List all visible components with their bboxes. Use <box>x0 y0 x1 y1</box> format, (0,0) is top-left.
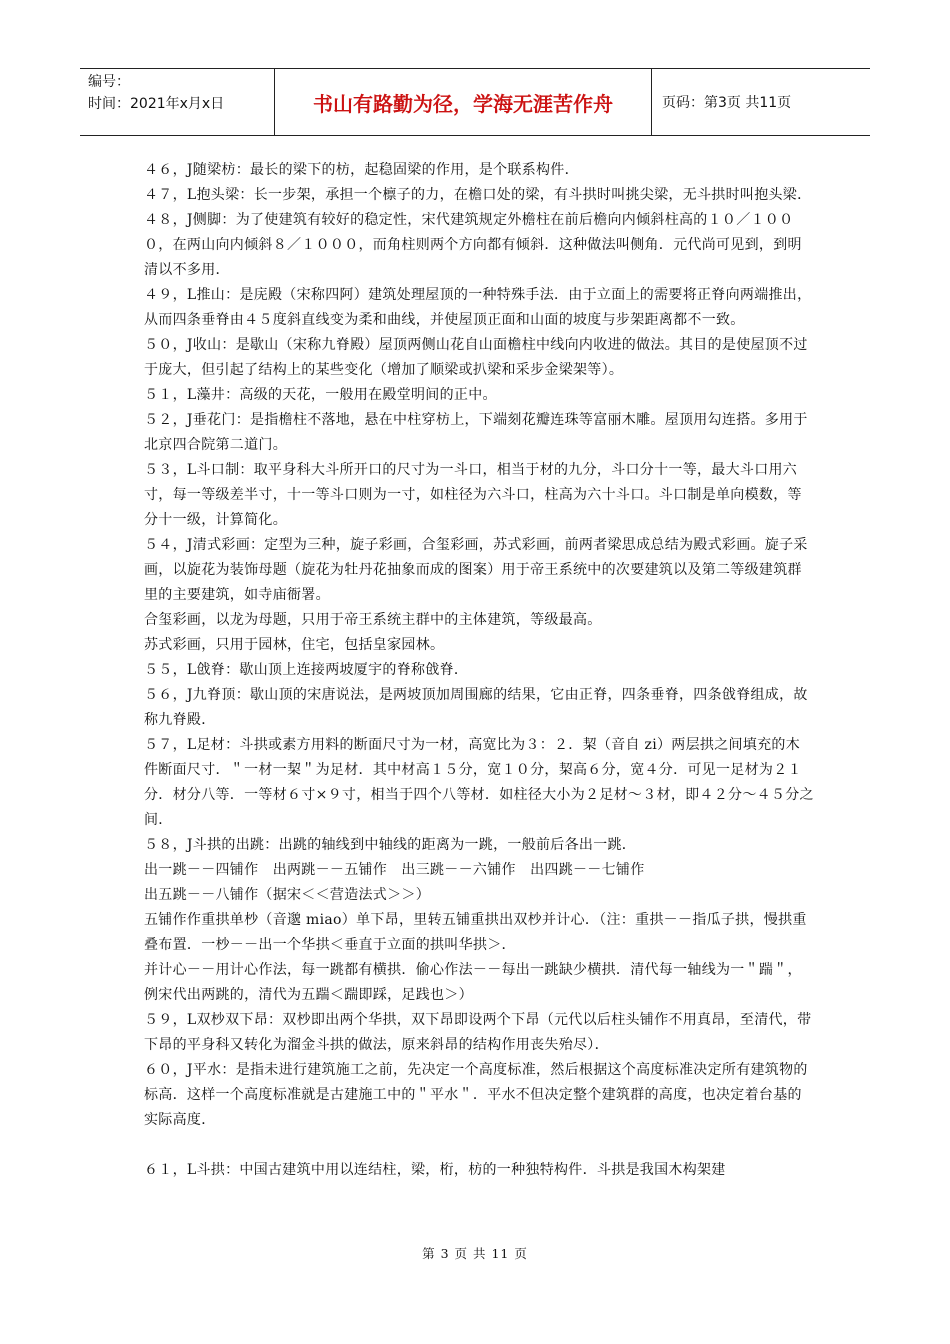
header-meta <box>80 69 275 135</box>
paragraph-49: ４９，L推山：是庑殿（宋称四阿）建筑处理屋顶的一种特殊手法．由于立面上的需要将正脊向两端推出，从而四条垂脊由４５度斜直线变为柔和曲线，并使屋顶正面和山面的坡度与步架距离都不一致。 <box>144 287 812 328</box>
page-header <box>80 68 870 136</box>
paragraph-58: ５８，J斗拱的出跳：出跳的轴线到中轴线的距离为一跳，一般前后各出一跳． <box>144 837 637 853</box>
paragraph-56: ５６，J九脊顶：歇山顶的宋唐说法，是两坡顶加周围廊的结果，它由正脊，四条垂脊，四条戗脊组成，故称九脊殿． <box>144 687 808 728</box>
header-page-info: 页码：第3页 共11页 <box>662 95 792 111</box>
paragraph-48: ４８，J侧脚：为了使建筑有较好的稳定性，宋代建筑规定外檐柱在前后檐向内倾斜柱高的１０／１０００，在两山向内倾斜８／１０００，而角柱则两个方向都有倾斜．这种做法叫侧角．元代尚可见到，到明清以不多用． <box>144 212 802 278</box>
document-number-label: 编号： <box>88 74 130 90</box>
paragraph-54-suzhou: 苏式彩画，只用于园林，住宅，包括皇家园林。 <box>144 637 445 653</box>
document-body <box>144 158 814 1183</box>
paragraph-50: ５０，J收山：是歇山（宋称九脊殿）屋顶两侧山花自山面檐柱中线向内收进的做法。其目的是使屋顶不过于庞大，但引起了结构上的某些变化（增加了顺梁或扒梁和采步金梁架等）。 <box>144 337 808 378</box>
paragraph-spacer <box>144 1133 814 1158</box>
paragraph-61: ６１，L斗拱：中国古建筑中用以连结柱，梁，桁，枋的一种独特构件．斗拱是我国木构架建 <box>144 1162 726 1178</box>
paragraph-58-note-b: 并计心－－用计心作法，每一跳都有横拱．偷心作法－－每出一跳缺少横拱．清代每一轴线为一＂踹＂，例宋代出两跳的，清代为五踹＜踹即踩，足践也＞） <box>144 962 802 1003</box>
paragraph-53: ５３，L斗口制：取平身科大斗所开口的尺寸为一斗口，相当于材的九分，斗口分十一等，最大斗口用六寸，每一等级差半寸，十一等斗口则为一寸，如柱径为六斗口，柱高为六十斗口。斗口制是单向模数，等分十一级，计算简化。 <box>144 462 802 528</box>
paragraph-58-list-b: 出五跳－－八铺作（据宋＜＜营造法式＞＞） <box>144 887 430 903</box>
document-date-label: 时间：2021年x月x日 <box>88 96 225 112</box>
header-motto: 书山有路勤为径，学海无涯苦作舟 <box>275 69 652 135</box>
paragraph-57: ５７，L足材：斗拱或素方用料的断面尺寸为一材，高宽比为３：２．栔（音自 zi）两层拱之间填充的木件断面尺寸．＂一材一栔＂为足材．其中材高１５分，宽１０分，栔高６分，宽４分．可见一足材为２１分．材分八等．一等材６寸×９寸，相当于四个八等材．如柱径大小为２足材～３材，即４２分～４５分之间． <box>144 737 814 828</box>
paragraph-55: ５５，L戗脊：歇山顶上连接两坡厦宇的脊称戗脊． <box>144 662 469 678</box>
paragraph-47: ４７，L抱头梁：长一步架，承担一个檩子的力，在檐口处的梁，有斗拱时叫挑尖梁，无斗拱时叫抱头梁． <box>144 187 812 203</box>
paragraph-54-hexi: 合玺彩画，以龙为母题，只用于帝王系统主群中的主体建筑，等级最高。 <box>144 612 602 628</box>
paragraph-46: ４６，J随梁枋：最长的梁下的枋，起稳固梁的作用，是个联系构件． <box>144 162 579 178</box>
paragraph-54: ５４，J清式彩画：定型为三种，旋子彩画，合玺彩画，苏式彩画，前两者梁思成总结为殿式彩画。旋子采画，以旋花为装饰母题（旋花为牡丹花抽象而成的图案）用于帝王系统中的次要建筑以及第二等级建筑群里的主要建筑，如寺庙衙署。 <box>144 537 808 603</box>
paragraph-60: ６０，J平水：是指未进行建筑施工之前，先决定一个高度标准，然后根据这个高度标准决定所有建筑物的标高．这样一个高度标准就是古建施工中的＂平水＂．平水不但决定整个建筑群的高度，也决定着台基的实际高度． <box>144 1062 808 1128</box>
paragraph-51: ５１，L藻井：高级的天花，一般用在殿堂明间的正中。 <box>144 387 497 403</box>
page-footer: 第 3 页 共 11 页 <box>422 1246 528 1261</box>
paragraph-58-note-a: 五铺作作重拱单杪（音邈 miao）单下昂，里转五铺重拱出双杪并计心．（注：重拱－－指瓜子拱，慢拱重叠布置．一杪－－出一个华拱＜垂直于立面的拱叫华拱＞． <box>144 912 807 953</box>
paragraph-58-list-a: 出一跳－－四铺作 出两跳－－五铺作 出三跳－－六铺作 出四跳－－七铺作 <box>144 862 645 878</box>
paragraph-59: ５９，L双杪双下昂：双杪即出两个华拱，双下昂即设两个下昂（元代以后柱头铺作不用真昂，至清代，带下昂的平身科又转化为溜金斗拱的做法，原来斜昂的结构作用丧失殆尽）． <box>144 1012 812 1053</box>
paragraph-52: ５２，J垂花门：是指檐柱不落地，悬在中柱穿枋上，下端刻花瓣连珠等富丽木雕。屋顶用勾连搭。多用于北京四合院第二道门。 <box>144 412 808 453</box>
